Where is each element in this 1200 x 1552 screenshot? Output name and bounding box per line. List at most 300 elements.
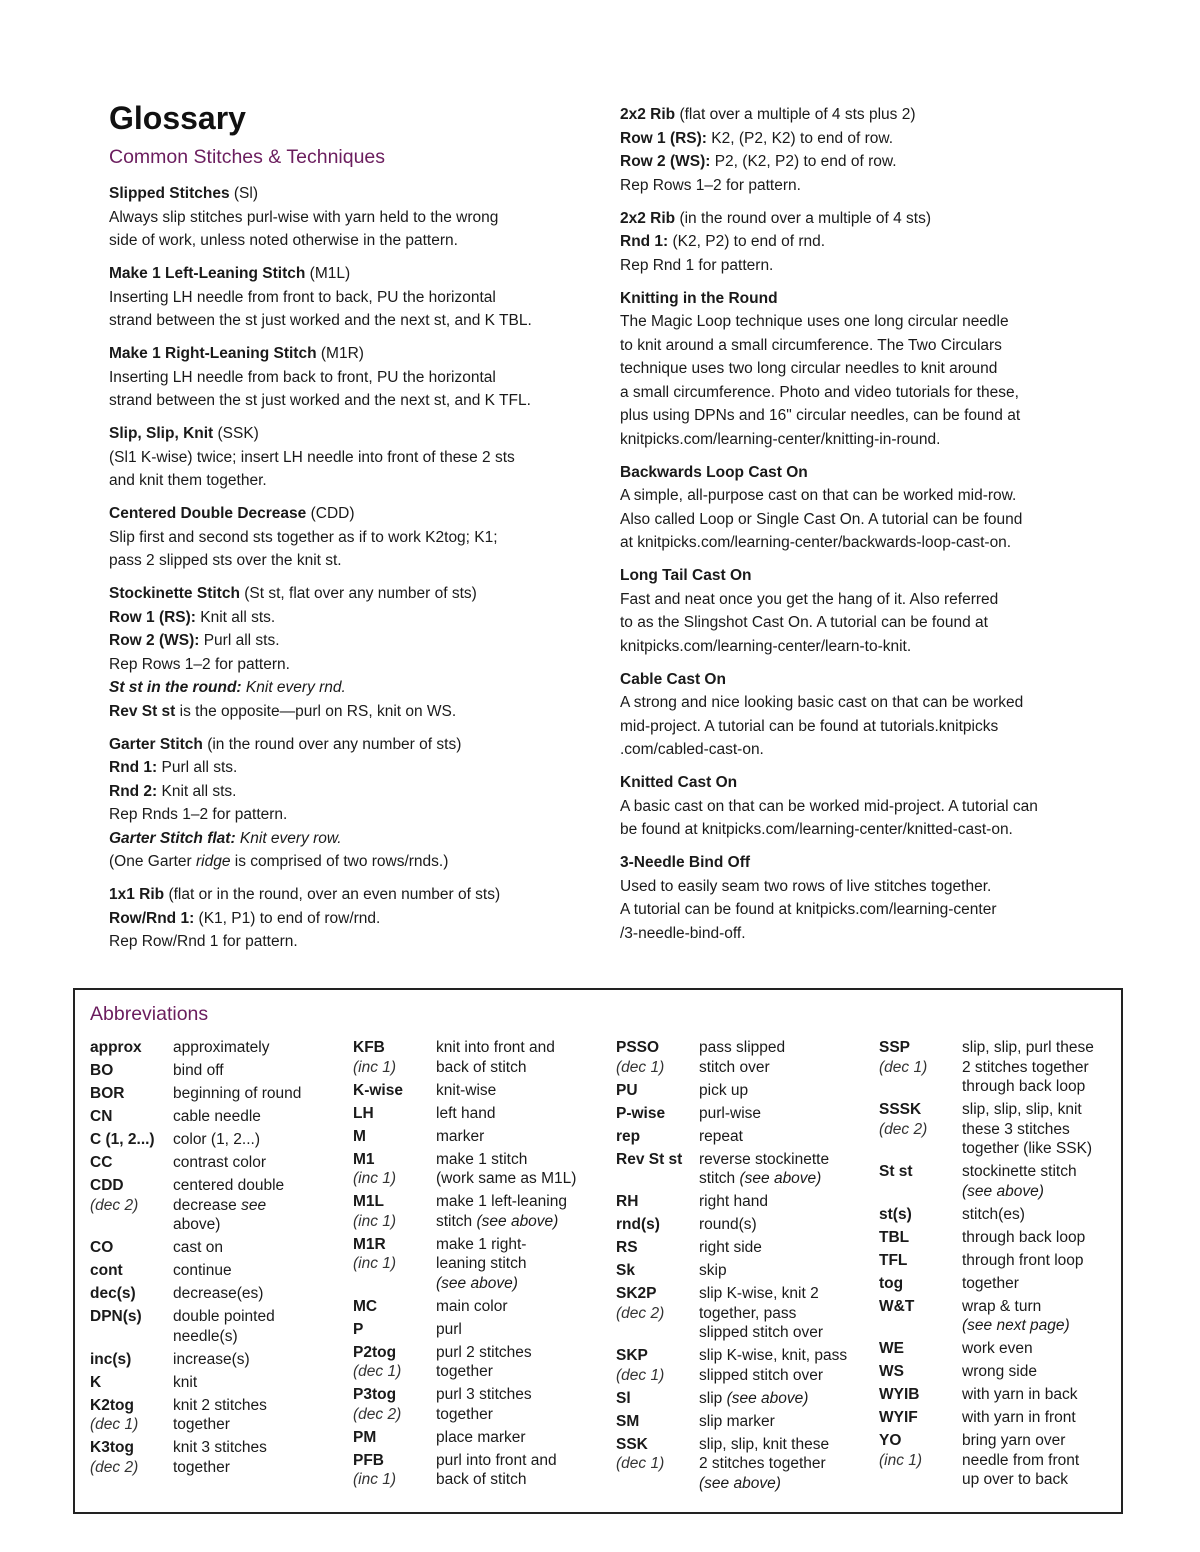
abbreviation-entry xyxy=(90,1107,340,1127)
abbreviation-definition xyxy=(699,1081,866,1101)
abbreviation-term: K xyxy=(90,1373,102,1391)
abbreviation-term: Rev St st xyxy=(616,1150,683,1168)
section-line xyxy=(109,229,599,253)
section-line xyxy=(109,780,599,804)
abbreviation-term: tog xyxy=(879,1274,904,1292)
abbreviation-term-cell xyxy=(616,1412,699,1432)
abbreviation-definition xyxy=(962,1228,1129,1248)
abbr-definition-line: wrong side xyxy=(962,1363,1037,1380)
abbreviation-term-cell xyxy=(353,1297,436,1317)
abbr-definition-line xyxy=(699,1474,866,1494)
section-line xyxy=(620,484,1120,508)
abbreviation-definition xyxy=(699,1215,866,1235)
abbreviation-entry xyxy=(90,1238,340,1258)
abbreviation-term: Sk xyxy=(616,1262,635,1279)
abbr-definition-line: stitch over xyxy=(699,1058,770,1076)
abbreviation-entry xyxy=(879,1297,1129,1336)
abbreviation-definition xyxy=(173,1438,340,1477)
section-title xyxy=(620,287,1120,311)
section-line xyxy=(620,428,1120,452)
section-line xyxy=(620,898,1120,922)
section-line xyxy=(620,174,1120,198)
abbr-definition-italic: (see above) xyxy=(476,1212,559,1230)
abbreviation-term: dec(s) xyxy=(90,1285,136,1302)
abbr-definition-line: work even xyxy=(962,1340,1033,1357)
section-line xyxy=(620,738,1120,762)
abbr-definition-line: with yarn in front xyxy=(962,1409,1076,1426)
abbreviation-entry xyxy=(353,1104,603,1124)
section-line xyxy=(109,629,599,653)
abbr-definition-italic: see xyxy=(241,1196,267,1214)
abbr-definition-line: slip, slip, knit these xyxy=(699,1435,830,1453)
section-title-text: Backwards Loop Cast On xyxy=(620,463,808,481)
glossary-section xyxy=(109,262,599,333)
section-line xyxy=(620,922,1120,946)
abbreviation-term: DPN(s) xyxy=(90,1308,142,1325)
abbreviation-definition xyxy=(173,1061,340,1081)
abbreviation-term: TBL xyxy=(879,1228,910,1246)
abbreviation-term-cell xyxy=(616,1435,699,1494)
abbr-definition-line: through back loop xyxy=(962,1228,1086,1246)
abbreviation-term-cell xyxy=(353,1081,436,1101)
section-title-note: (Sl) xyxy=(229,185,259,202)
abbreviation-definition xyxy=(962,1297,1129,1336)
abbr-definition-line: together xyxy=(173,1416,230,1433)
abbreviation-term-cell xyxy=(616,1104,699,1124)
section-line xyxy=(109,676,599,700)
glossary-section xyxy=(109,883,599,954)
section-title xyxy=(620,851,1120,875)
abbreviation-term: cont xyxy=(90,1262,123,1279)
abbreviation-definition xyxy=(436,1127,603,1147)
section-title-note: (SSK) xyxy=(213,425,259,442)
abbreviation-definition xyxy=(173,1238,340,1258)
left-sections xyxy=(109,182,599,954)
abbreviation-term: W&T xyxy=(879,1297,915,1315)
section-line xyxy=(109,366,599,390)
abbreviation-entry xyxy=(353,1451,603,1490)
abbreviation-note: (inc 1) xyxy=(353,1170,397,1187)
abbreviation-term: WS xyxy=(879,1363,904,1380)
section-title-note: (in the round over a multiple of 4 sts) xyxy=(675,209,932,227)
abbreviation-note: (dec 1) xyxy=(90,1416,139,1433)
abbreviation-term: St st xyxy=(879,1163,913,1180)
section-title-text: 1x1 Rib xyxy=(109,886,165,903)
line-text: mid-project. A tutorial can be found at tutorials.knitpicks xyxy=(620,717,999,735)
abbreviation-definition xyxy=(173,1350,340,1370)
section-line xyxy=(620,611,1120,635)
section-line xyxy=(620,818,1120,842)
section-title xyxy=(620,564,1120,588)
abbreviation-term: RS xyxy=(616,1239,638,1256)
abbr-definition-line: cast on xyxy=(173,1239,223,1256)
abbreviation-term: LH xyxy=(353,1104,374,1122)
abbreviation-term-cell xyxy=(879,1038,962,1097)
section-line xyxy=(109,206,599,230)
section-line xyxy=(620,254,1120,278)
line-text: and knit them together. xyxy=(109,472,267,489)
line-text: Rep Rows 1–2 for pattern. xyxy=(620,176,801,194)
abbreviation-entry xyxy=(616,1215,866,1235)
abbreviation-note: (dec 2) xyxy=(353,1405,402,1423)
line-label: Row/Rnd 1: xyxy=(109,909,195,927)
abbreviation-term-cell xyxy=(879,1385,962,1405)
line-text: side of work, unless noted otherwise in the pattern. xyxy=(109,232,458,249)
line-text: Inserting LH needle from front to back, PU the horizontal xyxy=(109,288,496,306)
section-line xyxy=(109,827,599,851)
section-title-note: (St st, flat over any number of sts) xyxy=(239,585,477,602)
abbreviation-term-cell xyxy=(90,1238,173,1258)
abbreviation-term: CO xyxy=(90,1239,114,1256)
abbreviation-term: P3tog xyxy=(353,1386,397,1403)
glossary-section xyxy=(620,103,1120,197)
abbreviation-definition xyxy=(962,1100,1129,1159)
section-line xyxy=(620,795,1120,819)
section-line xyxy=(620,230,1120,254)
glossary-section xyxy=(620,851,1120,945)
line-text: is comprised of two rows/rnds.) xyxy=(230,853,449,870)
abbr-definition-line: bind off xyxy=(173,1062,224,1079)
line-text: A strong and nice looking basic cast on that can be worked xyxy=(620,694,1024,711)
abbreviation-term-cell xyxy=(879,1251,962,1271)
abbreviation-note: (inc 1) xyxy=(353,1058,397,1076)
abbreviation-definition xyxy=(962,1362,1129,1382)
abbreviation-term-cell xyxy=(879,1431,962,1490)
section-title-text: Stockinette Stitch xyxy=(109,585,240,602)
abbr-definition-line: stitch (see above) xyxy=(699,1170,822,1187)
section-title-text: 3-Needle Bind Off xyxy=(620,854,751,871)
line-text: Purl all sts. xyxy=(199,632,280,649)
abbreviation-definition xyxy=(436,1104,603,1124)
abbreviation-term-cell xyxy=(90,1307,173,1346)
section-line xyxy=(109,930,599,954)
abbr-definition-italic: (see above) xyxy=(699,1474,781,1492)
line-label: Row 2 (WS): xyxy=(109,632,200,649)
line-text: at knitpicks.com/learning-center/backwards-loop-cast-on. xyxy=(620,534,1012,551)
abbr-definition-line: knit into front and xyxy=(436,1039,555,1056)
section-title xyxy=(109,342,599,366)
line-text: knitpicks.com/learning-center/knitting-in-round. xyxy=(620,430,941,448)
section-line xyxy=(109,850,599,874)
abbr-definition-line: knit xyxy=(173,1373,198,1391)
abbreviation-term: CN xyxy=(90,1108,113,1125)
section-line xyxy=(620,150,1120,174)
abbreviation-term: st(s) xyxy=(879,1205,912,1223)
abbreviation-entry xyxy=(616,1127,866,1147)
abbreviation-term: C (1, 2...) xyxy=(90,1131,155,1148)
abbreviation-term: M1R xyxy=(353,1235,386,1253)
glossary-section xyxy=(109,502,599,573)
abbreviation-term-cell xyxy=(90,1176,173,1235)
abbr-definition-line xyxy=(962,1182,1129,1202)
abbreviation-term: YO xyxy=(879,1432,902,1449)
glossary-left-column xyxy=(109,98,599,963)
abbreviation-entry xyxy=(616,1412,866,1432)
abbreviation-term-cell xyxy=(616,1284,699,1343)
abbreviation-definition xyxy=(699,1389,866,1409)
abbreviation-entry xyxy=(616,1435,866,1494)
abbreviation-term: K3tog xyxy=(90,1439,134,1456)
line-text: Also called Loop or Single Cast On. A tutorial can be found xyxy=(620,510,1023,528)
section-line xyxy=(109,389,599,413)
section-line xyxy=(109,803,599,827)
abbreviation-definition xyxy=(962,1162,1129,1201)
abbreviation-note: (dec 1) xyxy=(616,1455,665,1472)
section-line xyxy=(109,907,599,931)
abbreviation-term-cell xyxy=(353,1320,436,1340)
abbr-definition-line: decrease(es) xyxy=(173,1285,264,1302)
section-title-text: Cable Cast On xyxy=(620,670,726,688)
abbreviations-column-4 xyxy=(879,1038,1129,1493)
abbreviation-definition xyxy=(173,1396,340,1435)
abbreviation-definition xyxy=(699,1284,866,1343)
line-text: strand between the st just worked and the next st, and K TFL. xyxy=(109,392,531,409)
abbr-definition-line: leaning stitch xyxy=(436,1255,527,1272)
line-label: Garter Stitch flat: xyxy=(109,829,236,847)
abbreviation-definition xyxy=(173,1284,340,1304)
abbreviation-term-cell xyxy=(353,1150,436,1189)
line-text: Rep Row/Rnd 1 for pattern. xyxy=(109,933,298,950)
line-text: .com/cabled-cast-on. xyxy=(620,741,764,758)
abbreviation-definition xyxy=(962,1205,1129,1225)
abbr-definition-line: color (1, 2...) xyxy=(173,1131,260,1148)
abbreviation-term-cell xyxy=(616,1081,699,1101)
abbreviation-definition xyxy=(436,1428,603,1448)
abbr-definition-line: together xyxy=(436,1405,493,1423)
abbreviation-term-cell xyxy=(879,1100,962,1159)
abbr-definition-line: knit 2 stitches xyxy=(173,1396,267,1414)
page-title: Glossary xyxy=(109,100,246,136)
abbreviation-term-cell xyxy=(90,1396,173,1435)
section-line xyxy=(620,404,1120,428)
abbreviation-entry xyxy=(90,1284,340,1304)
abbreviation-term-cell xyxy=(616,1261,699,1281)
abbreviation-definition xyxy=(173,1307,340,1346)
section-title-text: Slip, Slip, Knit xyxy=(109,425,214,442)
abbreviation-term-cell xyxy=(616,1127,699,1147)
abbreviation-term: RH xyxy=(616,1193,639,1210)
abbreviation-term-cell xyxy=(90,1261,173,1281)
abbreviation-entry xyxy=(879,1162,1129,1201)
abbreviation-entry xyxy=(353,1127,603,1147)
abbreviation-term-cell xyxy=(616,1389,699,1409)
abbr-definition-line: approximately xyxy=(173,1039,270,1056)
abbreviation-note: (inc 1) xyxy=(353,1471,397,1488)
abbr-definition-line: slip marker xyxy=(699,1412,775,1430)
line-text: Fast and neat once you get the hang of it. Also referred xyxy=(620,590,999,608)
abbreviation-entry xyxy=(879,1339,1129,1359)
abbr-definition-line: continue xyxy=(173,1262,232,1279)
abbr-definition-line: needle from front xyxy=(962,1451,1080,1469)
abbreviation-term: M1 xyxy=(353,1150,375,1168)
line-text: Inserting LH needle from back to front, PU the horizontal xyxy=(109,368,496,386)
abbreviation-definition xyxy=(699,1104,866,1124)
line-text: (K1, P1) to end of row/rnd. xyxy=(194,909,381,927)
abbreviation-definition xyxy=(699,1346,866,1385)
abbreviation-entry xyxy=(616,1150,866,1189)
abbreviation-entry xyxy=(353,1038,603,1077)
line-label: Rnd 1: xyxy=(109,759,158,776)
abbr-definition-line: together xyxy=(173,1458,230,1476)
abbreviation-definition xyxy=(962,1274,1129,1294)
abbr-definition-line: round(s) xyxy=(699,1216,757,1233)
abbreviation-term-cell xyxy=(90,1373,173,1393)
abbreviation-term-cell xyxy=(90,1061,173,1081)
abbr-definition-italic: (see above) xyxy=(739,1170,822,1187)
abbreviation-entry xyxy=(879,1274,1129,1294)
abbreviation-entry xyxy=(616,1346,866,1385)
section-line xyxy=(620,127,1120,151)
abbreviation-definition xyxy=(699,1238,866,1258)
abbreviation-term-cell xyxy=(353,1428,436,1448)
abbreviation-term-cell xyxy=(353,1343,436,1382)
abbreviation-definition xyxy=(436,1385,603,1424)
abbr-definition-line: make 1 left-leaning xyxy=(436,1193,567,1210)
abbreviation-term-cell xyxy=(90,1084,173,1104)
section-title xyxy=(109,422,599,446)
abbr-definition-italic: (see next page) xyxy=(962,1317,1070,1334)
section-title-text: Knitting in the Round xyxy=(620,289,778,307)
section-title-note: (in the round over any number of sts) xyxy=(202,735,462,753)
line-text: /3-needle-bind-off. xyxy=(620,924,746,942)
abbreviation-term: PFB xyxy=(353,1451,384,1469)
abbreviation-term: P xyxy=(353,1320,364,1338)
abbreviation-term: inc(s) xyxy=(90,1350,132,1368)
abbreviations-column-1 xyxy=(90,1038,340,1481)
glossary-section xyxy=(620,564,1120,658)
abbreviation-term-cell xyxy=(616,1238,699,1258)
abbr-definition-line: up over to back xyxy=(962,1471,1068,1488)
abbreviation-entry xyxy=(879,1362,1129,1382)
section-title xyxy=(109,502,599,526)
abbreviations-box xyxy=(73,988,1123,1514)
abbreviation-entry xyxy=(90,1261,340,1281)
abbreviation-definition xyxy=(173,1084,340,1104)
section-line xyxy=(109,549,599,573)
abbreviation-term: M xyxy=(353,1127,366,1145)
line-text: The Magic Loop technique uses one long circular needle xyxy=(620,313,1009,330)
section-line xyxy=(109,286,599,310)
section-line xyxy=(109,526,599,550)
abbreviation-entry xyxy=(90,1038,340,1058)
abbreviation-term: K2tog xyxy=(90,1396,134,1414)
section-title-text: 2x2 Rib xyxy=(620,106,676,123)
abbreviation-term: TFL xyxy=(879,1251,908,1269)
abbr-definition-line: knit-wise xyxy=(436,1081,497,1099)
abbreviation-entry xyxy=(353,1150,603,1189)
section-title-text: Knitted Cast On xyxy=(620,774,738,791)
section-line xyxy=(620,635,1120,659)
abbreviation-entry xyxy=(616,1389,866,1409)
abbr-definition-line: wrap & turn xyxy=(962,1297,1042,1315)
section-line xyxy=(109,309,599,333)
abbreviation-term-cell xyxy=(353,1451,436,1490)
abbreviation-definition xyxy=(173,1153,340,1173)
abbreviation-definition xyxy=(699,1261,866,1281)
abbreviation-definition xyxy=(173,1176,340,1235)
abbr-definition-line: purl into front and xyxy=(436,1451,557,1469)
abbreviation-note: (inc 1) xyxy=(879,1451,923,1469)
abbreviation-definition xyxy=(699,1192,866,1212)
glossary-section xyxy=(109,582,599,723)
abbreviation-definition xyxy=(699,1127,866,1147)
abbreviation-term-cell xyxy=(90,1130,173,1150)
section-title xyxy=(620,103,1120,127)
abbreviation-term: CC xyxy=(90,1154,113,1171)
abbr-definition-line: decrease see xyxy=(173,1196,267,1214)
abbr-definition-line: through front loop xyxy=(962,1251,1084,1269)
section-title xyxy=(109,733,599,757)
abbreviation-term: WYIF xyxy=(879,1409,918,1426)
abbr-definition-line: needle(s) xyxy=(173,1327,238,1345)
abbr-definition-line: bring yarn over xyxy=(962,1432,1066,1449)
abbr-definition-line: stockinette stitch xyxy=(962,1163,1077,1180)
abbreviation-term: KFB xyxy=(353,1039,385,1056)
abbreviation-entry xyxy=(353,1297,603,1317)
section-title-note: (flat over a multiple of 4 sts plus 2) xyxy=(675,106,916,123)
line-text: Used to easily seam two rows of live stitches together. xyxy=(620,877,992,895)
abbreviation-entry xyxy=(353,1320,603,1340)
abbreviation-entry xyxy=(90,1307,340,1346)
abbreviation-term: PU xyxy=(616,1081,638,1099)
line-text: K2, (P2, K2) to end of row. xyxy=(706,129,894,147)
glossary-right-column xyxy=(620,103,1120,955)
abbreviation-entry xyxy=(879,1251,1129,1271)
line-label: Rnd 2: xyxy=(109,782,158,800)
line-text: knitpicks.com/learning-center/learn-to-knit. xyxy=(620,637,912,655)
section-line xyxy=(109,469,599,493)
abbr-definition-line: slip K-wise, knit, pass xyxy=(699,1347,848,1364)
line-label: Rev St st xyxy=(109,702,176,720)
abbr-definition-line: 2 stitches together xyxy=(699,1455,826,1472)
abbreviation-entry xyxy=(616,1081,866,1101)
section-line xyxy=(109,606,599,630)
abbreviation-entry xyxy=(90,1153,340,1173)
abbreviation-entry xyxy=(90,1373,340,1393)
section-title-text: Garter Stitch xyxy=(109,735,203,753)
glossary-section xyxy=(109,342,599,413)
line-text: (Sl1 K-wise) twice; insert LH needle into front of these 2 sts xyxy=(109,448,515,466)
abbreviation-term: Sl xyxy=(616,1389,631,1407)
abbreviation-term: SSK xyxy=(616,1435,648,1453)
abbr-definition-line: slip, slip, slip, knit xyxy=(962,1101,1082,1118)
section-title-note: (M1L) xyxy=(305,265,351,282)
glossary-section xyxy=(620,668,1120,762)
abbreviation-note: (dec 2) xyxy=(616,1304,665,1322)
abbreviation-entry xyxy=(616,1238,866,1258)
abbreviation-note: (dec 2) xyxy=(90,1458,139,1476)
abbreviation-entry xyxy=(616,1104,866,1124)
abbreviation-entry xyxy=(616,1192,866,1212)
abbreviation-entry xyxy=(353,1192,603,1231)
abbr-definition-line: centered double xyxy=(173,1177,285,1194)
abbreviation-definition xyxy=(699,1412,866,1432)
abbreviation-term-cell xyxy=(879,1205,962,1225)
abbreviation-definition xyxy=(436,1297,603,1317)
line-text: Rep Rows 1–2 for pattern. xyxy=(109,655,290,673)
abbr-definition-line: slipped stitch over xyxy=(699,1366,824,1384)
abbr-definition-line: 2 stitches together xyxy=(962,1058,1089,1076)
abbreviation-note: (inc 1) xyxy=(353,1212,397,1230)
abbreviation-term: SKP xyxy=(616,1347,648,1364)
abbr-definition-line: together, pass xyxy=(699,1304,797,1322)
section-line xyxy=(620,691,1120,715)
line-label: Row 2 (WS): xyxy=(620,153,711,170)
section-line xyxy=(109,700,599,724)
abbr-definition-line: stitch (see above) xyxy=(436,1212,559,1230)
abbr-definition-line: place marker xyxy=(436,1428,526,1446)
abbreviation-entry xyxy=(879,1038,1129,1097)
